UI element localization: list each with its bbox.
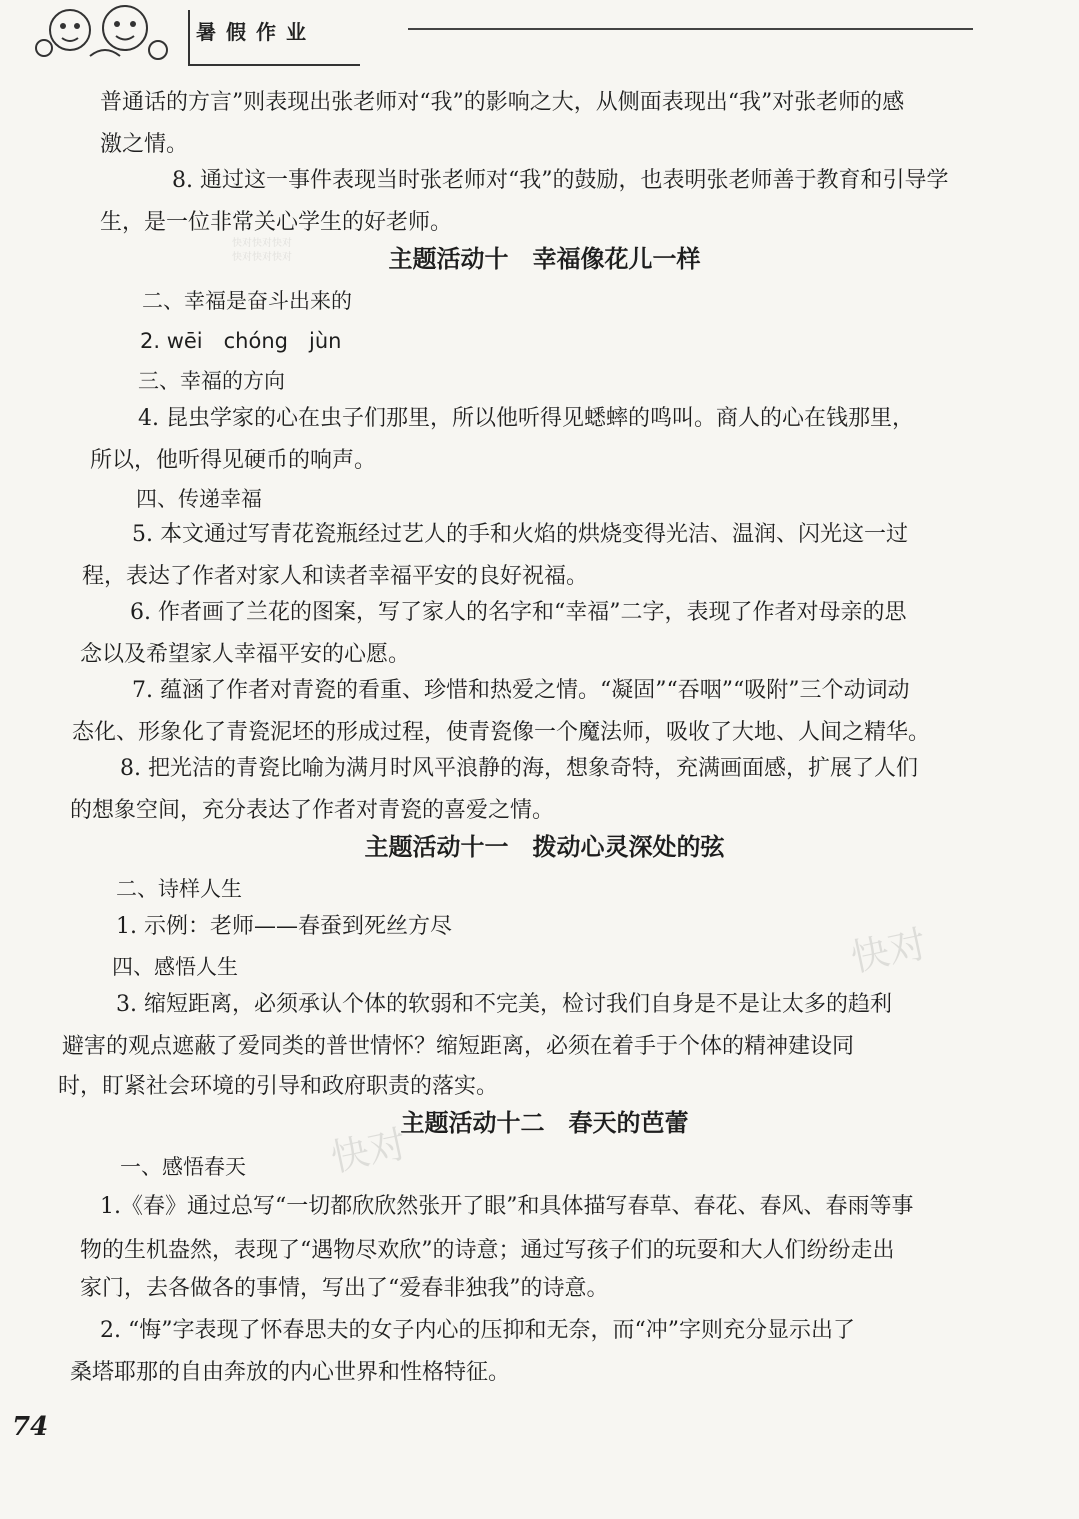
body-text-line: 6. 作者画了兰花的图案，写了家人的名字和“幸福”二字，表现了作者对母亲的思 [130,600,907,625]
watermark-logo: 快对 [846,921,931,981]
body-text-line: 8. 通过这一事件表现当时张老师对“我”的鼓励，也表明张老师善于教育和引导学 [172,168,949,193]
body-text-line: 的想象空间，充分表达了作者对青瓷的喜爱之情。 [70,798,555,823]
body-text-line: 态化、形象化了青瓷泥坯的形成过程，使青瓷像一个魔法师，吸收了大地、人间之精华。 [72,720,931,745]
header-title: 暑假作业 [196,20,316,44]
body-text-line: 生，是一位非常关心学生的好老师。 [100,210,453,235]
watermark-logo: 快对 [326,1121,411,1181]
subsection-label: 二、诗样人生 [116,877,242,901]
header-rule [408,28,973,30]
section-heading: 主题活动十二 春天的芭蕾 [400,1108,689,1137]
section-heading: 主题活动十一 拨动心灵深处的弦 [364,832,725,861]
body-text-line: 3. 缩短距离，必须承认个体的软弱和不完美，检讨我们自身是不是让太多的趋利 [116,992,892,1017]
body-text-line: 普通话的方言”则表现出张老师对“我”的影响之大，从侧面表现出“我”对张老师的感 [100,90,905,115]
body-text-line: 程，表达了作者对家人和读者幸福平安的良好祝福。 [82,564,589,589]
body-text-line: 避害的观点遮蔽了爱同类的普世情怀？缩短距离，必须在着手于个体的精神建设同 [62,1034,855,1059]
subsection-label: 四、传递幸福 [136,487,262,511]
body-text-line: 所以，他听得见硬币的响声。 [90,448,377,473]
page-number: 74 [12,1412,49,1442]
body-text-line: 家门，去各做各的事情，写出了“爱春非独我”的诗意。 [80,1276,609,1301]
watermark-text: 快对快对快对 [232,252,292,263]
subsection-label: 三、幸福的方向 [138,369,285,393]
body-text-line: 2. “悔”字表现了怀春思夫的女子内心的压抑和无奈，而“冲”字则充分显示出了 [100,1318,855,1343]
body-text-line: 念以及希望家人幸福平安的心愿。 [80,642,411,667]
body-text-line: 5. 本文通过写青花瓷瓶经过艺人的手和火焰的烘烧变得光洁、温润、闪光这一过 [132,522,908,547]
page-header [0,0,1079,80]
cartoon-mascot-icon [30,4,180,66]
body-text-line: 桑塔耶那的自由奔放的内心世界和性格特征。 [70,1360,511,1385]
body-text-line: 8. 把光洁的青瓷比喻为满月时风平浪静的海，想象奇特，充满画面感，扩展了人们 [120,756,918,781]
body-text-line: 1.《春》通过总写“一切都欣欣然张开了眼”和具体描写春草、春花、春风、春雨等事 [100,1194,914,1219]
body-text-line: 激之情。 [100,132,189,157]
section-heading: 主题活动十 幸福像花儿一样 [388,244,701,273]
subsection-label: 二、幸福是奋斗出来的 [142,289,352,313]
body-text-line: 1. 示例：老师——春蚕到死丝方尽 [116,914,452,939]
subsection-label: 四、感悟人生 [112,955,238,979]
body-text-line: 7. 蕴涵了作者对青瓷的看重、珍惜和热爱之情。“凝固”“吞咽”“吸附”三个动词动 [132,678,910,703]
body-text-line: 4. 昆虫学家的心在虫子们那里，所以他听得见蟋蟀的鸣叫。商人的心在钱那里， [138,406,914,431]
subsection-label: 一、感悟春天 [120,1155,246,1179]
body-text-line: 物的生机盎然，表现了“遇物尽欢欣”的诗意；通过写孩子们的玩耍和大人们纷纷走出 [80,1238,895,1263]
watermark-text: 快对快对快对 [232,238,292,249]
body-text-line: 时，盯紧社会环境的引导和政府职责的落实。 [58,1074,499,1099]
subsection-label: 2. wēi chóng jùn [140,329,342,353]
